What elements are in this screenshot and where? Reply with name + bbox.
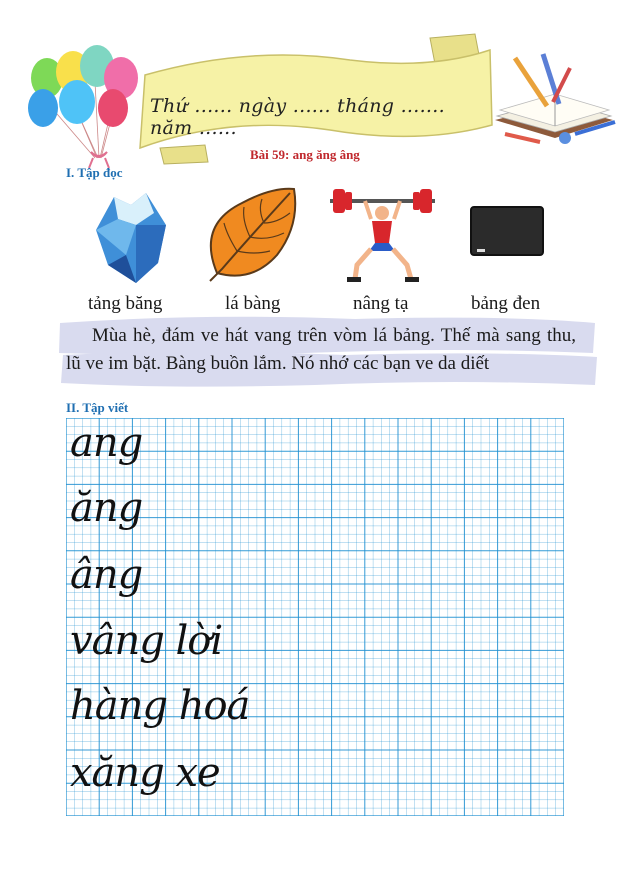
caption-bang-den: bảng đen [471, 293, 541, 314]
caption-nang-ta: nâng tạ [353, 293, 409, 314]
date-line: Thứ ...... ngày ...... tháng ....... năm ...... [150, 95, 445, 139]
reading-passage: Mùa hè, đám ve hát vang trên vòm lá bảng. Thế mà sang thu, lũ ve im bặt. Bàng buồn lắm. Nó nhớ các bạn ve da diết [66, 325, 576, 374]
books-icon [485, 50, 620, 150]
blackboard-icon [467, 185, 547, 285]
caption-la-bang: lá bàng [225, 293, 281, 314]
balloons-icon [25, 40, 145, 170]
caption-tang-bang: tảng băng [88, 293, 163, 314]
writing-sample: ang [70, 420, 143, 466]
writing-sample: vâng lời [70, 618, 223, 664]
iceberg-icon [86, 185, 176, 285]
writing-sample: âng [70, 552, 143, 598]
writing-sample: ăng [70, 485, 143, 531]
writing-sample: hàng hoá [70, 683, 250, 729]
reading-section-title: I. Tập đọc [66, 165, 123, 180]
writing-sample: xăng xe [70, 750, 220, 796]
lesson-title: Bài 59: ang ăng âng [250, 147, 360, 162]
writing-section-title: II. Tập viết [66, 400, 129, 415]
leaf-icon [202, 185, 302, 285]
weightlifter-icon [325, 185, 440, 285]
